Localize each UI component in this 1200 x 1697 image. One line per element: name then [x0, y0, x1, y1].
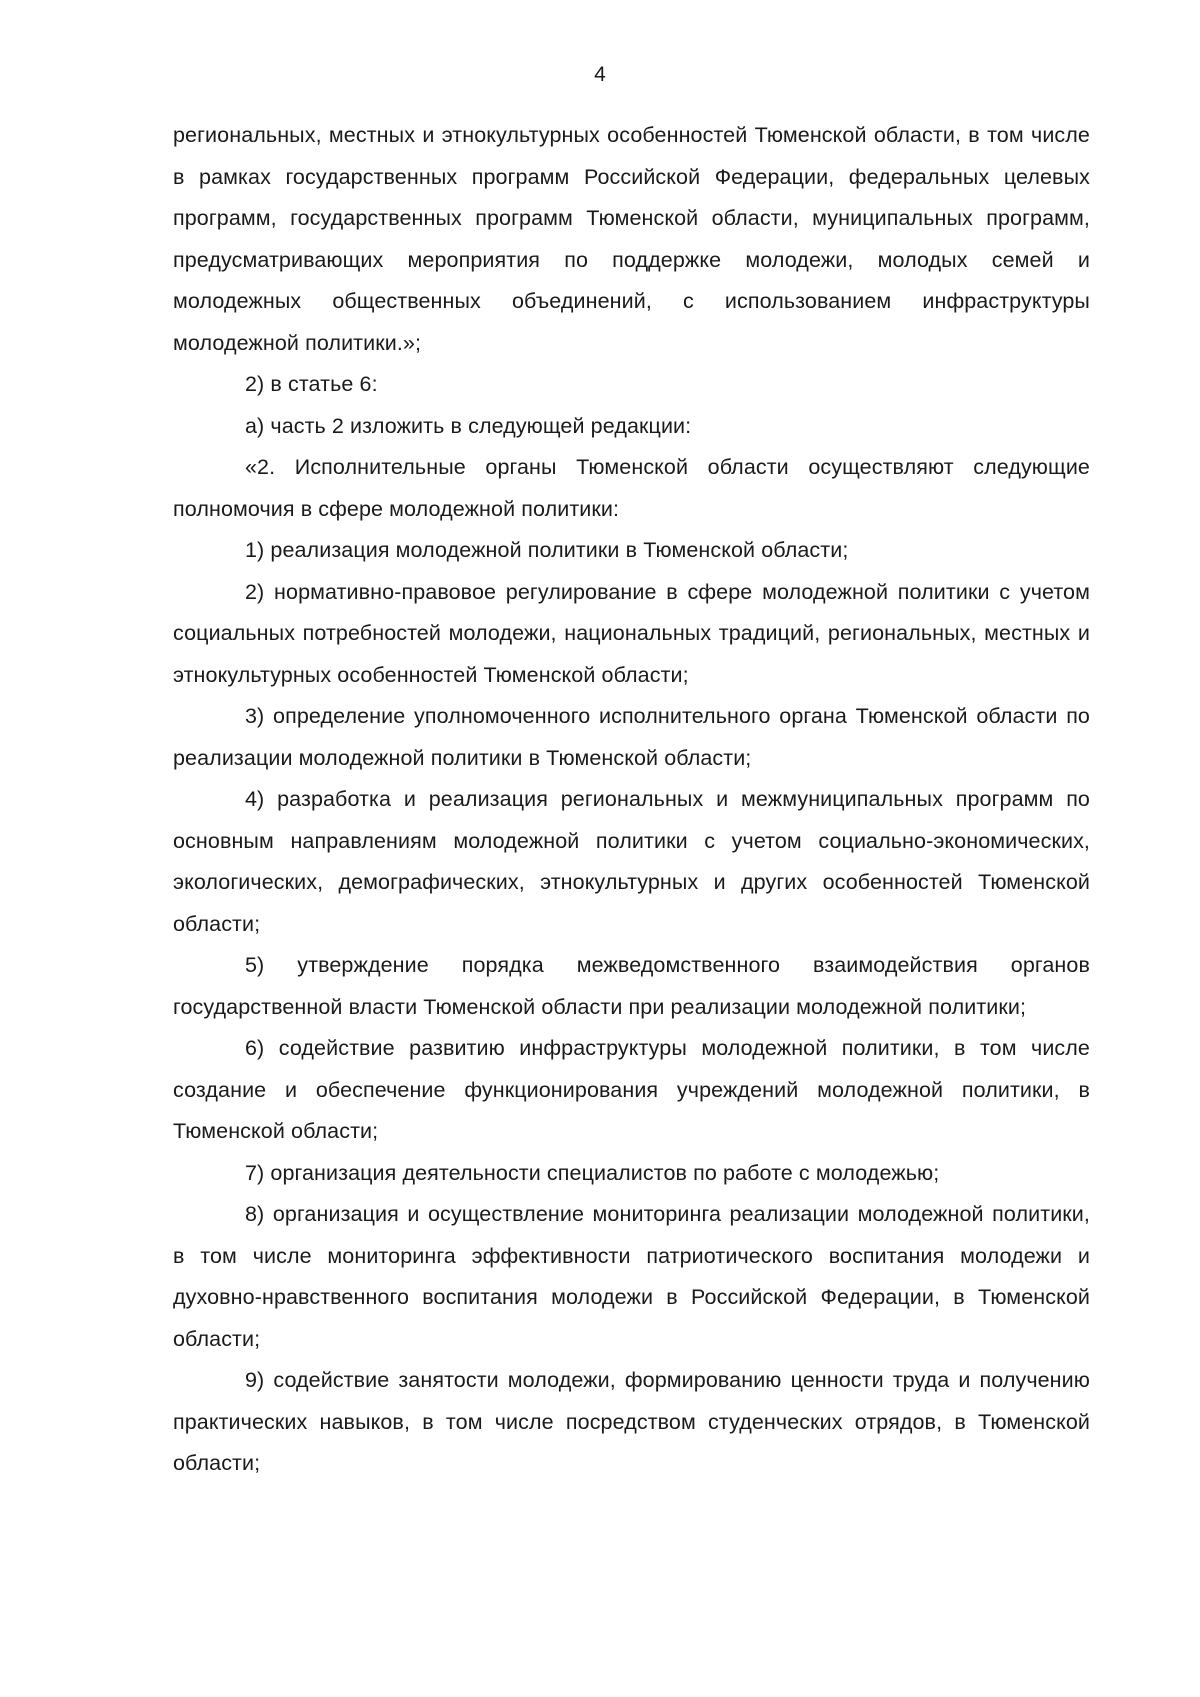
paragraph-power-9: 9) содействие занятости молодежи, формированию ценности труда и получению практических навыков, в том числе посредством студенческих отрядов, в Тюменской области;	[173, 1368, 1090, 1475]
paragraph-power-7: 7) организация деятельности специалистов по работе с молодежью;	[245, 1160, 940, 1185]
page-number: 4	[594, 63, 606, 86]
paragraph-power-5: 5) утверждение порядка межведомственного взаимодействия органов государственной власти Тюменской области при реализации молодежной политики;	[173, 953, 1090, 1019]
paragraph-power-2: 2) нормативно-правовое регулирование в сфере молодежной политики с учетом социальных потребностей молодежи, национальных традиций, региональных, местных и этнокультурных особенностей Тюменской области;	[173, 579, 1090, 687]
paragraph-power-3: 3) определение уполномоченного исполнительного органа Тюменской области по реализации молодежной политики в Тюменской области;	[173, 704, 1090, 770]
paragraph-power-1: 1) реализация молодежной политики в Тюменской области;	[245, 538, 849, 562]
paragraph-continuation: региональных, местных и этнокультурных особенностей Тюменской области, в том числе в рамках государственных программ Российской Федерации, федеральных целевых программ, государственных программ Тюменской области, муниципальных программ, предусматривающих мероприятия по поддержке молодежи, молодых семей и молодежных общественных объединений, с использованием инфраструктуры молодежной политики.»;	[173, 123, 1090, 355]
paragraph-part-2: «2. Исполнительные органы Тюменской области осуществляют следующие полномочия в сфере молодежной политики:	[173, 455, 1090, 521]
paragraph-power-6: 6) содействие развитию инфраструктуры молодежной политики, в том числе создание и обеспечение функционирования учреждений молодежной политики, в Тюменской области;	[173, 1036, 1090, 1143]
paragraph-item-a: а) часть 2 изложить в следующей редакции:	[245, 413, 692, 438]
paragraph-item-2: 2) в статье 6:	[245, 372, 378, 396]
document-body	[173, 115, 1090, 1485]
paragraph-power-8: 8) организация и осуществление мониторинга реализации молодежной политики, в том числе мониторинга эффективности патриотического воспитания молодежи и духовно-нравственного воспитания молодежи в Российской Федерации, в Тюменской области;	[173, 1202, 1090, 1351]
paragraph-power-4: 4) разработка и реализация региональных и межмуниципальных программ по основным направлениям молодежной политики с учетом социально-экономических, экологических, демографических, этнокультурных и других особенностей Тюменской области;	[173, 787, 1090, 936]
